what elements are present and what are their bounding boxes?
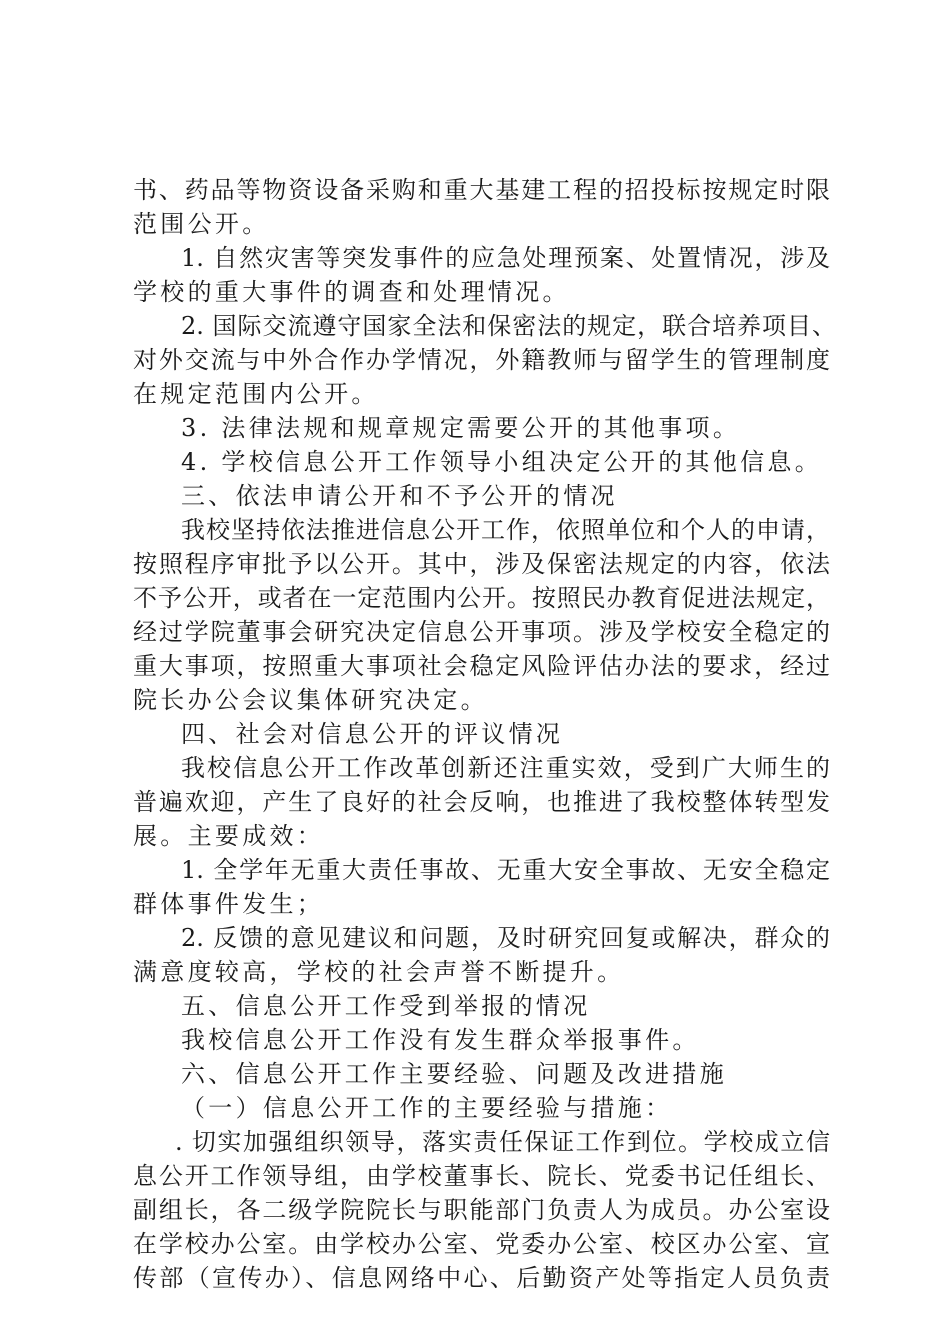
text-line: 对外交流与中外合作办学情况，外籍教师与留学生的管理制度 [133,346,830,374]
text-line: 在规定范围内公开。 [133,380,379,408]
text-line: 4. 学校信息公开工作领导小组决定公开的其他信息。 [181,448,823,476]
text-line: 范围公开。 [133,210,270,238]
text-line: 群体事件发生； [133,890,325,918]
text-line: 普遍欢迎，产生了良好的社会反响，也推进了我校整体转型发 [133,788,830,816]
text-line: 1. 全学年无重大责任事故、无重大安全事故、无安全稳定 [181,856,830,884]
section-heading: 三、依法申请公开和不予公开的情况 [181,482,618,510]
text-line: 我校信息公开工作没有发生群众举报事件。 [181,1026,700,1054]
text-line: 息公开工作领导组，由学校董事长、院长、党委书记任组长、 [133,1162,830,1190]
text-line: 不予公开，或者在一定范围内公开。按照民办教育促进法规定， [133,584,830,612]
text-line: 满意度较高，学校的社会声誉不断提升。 [133,958,625,986]
section-heading: 五、信息公开工作受到举报的情况 [181,992,591,1020]
text-line: 2. 国际交流遵守国家全法和保密法的规定，联合培养项目、 [181,312,836,340]
text-line: 传部（宣传办）、信息网络中心、后勤资产处等指定人员负责 [133,1264,830,1292]
section-heading: 四、社会对信息公开的评议情况 [181,720,564,748]
subsection-heading: （一）信息公开工作的主要经验与措施： [181,1094,673,1122]
text-line: . 切实加强组织领导，落实责任保证工作到位。学校成立信 [175,1128,830,1156]
text-line: 副组长，各二级学院院长与职能部门负责人为成员。办公室设 [133,1196,830,1224]
text-line: 在学校办公室。由学校办公室、党委办公室、校区办公室、宣 [133,1230,830,1258]
text-line: 3. 法律法规和规章规定需要公开的其他事项。 [181,414,741,442]
text-line: 2. 反馈的意见建议和问题，及时研究回复或解决，群众的 [181,924,830,952]
text-line: 我校坚持依法推进信息公开工作，依照单位和个人的申请， [181,516,830,544]
text-line: 学校的重大事件的调查和处理情况。 [133,278,570,306]
text-line: 展。主要成效： [133,822,325,850]
text-line: 经过学院董事会研究决定信息公开事项。涉及学校安全稳定的 [133,618,830,646]
text-line: 重大事项，按照重大事项社会稳定风险评估办法的要求，经过 [133,652,830,680]
text-line: 院长办公会议集体研究决定。 [133,686,488,714]
text-line: 书、药品等物资设备采购和重大基建工程的招投标按规定时限 [133,176,830,204]
section-heading: 六、信息公开工作主要经验、问题及改进措施 [181,1060,727,1088]
text-line: 我校信息公开工作改革创新还注重实效，受到广大师生的 [181,754,830,782]
text-line: 按照程序审批予以公开。其中，涉及保密法规定的内容，依法 [133,550,830,578]
text-line: 1. 自然灾害等突发事件的应急处理预案、处置情况，涉及 [181,244,830,272]
